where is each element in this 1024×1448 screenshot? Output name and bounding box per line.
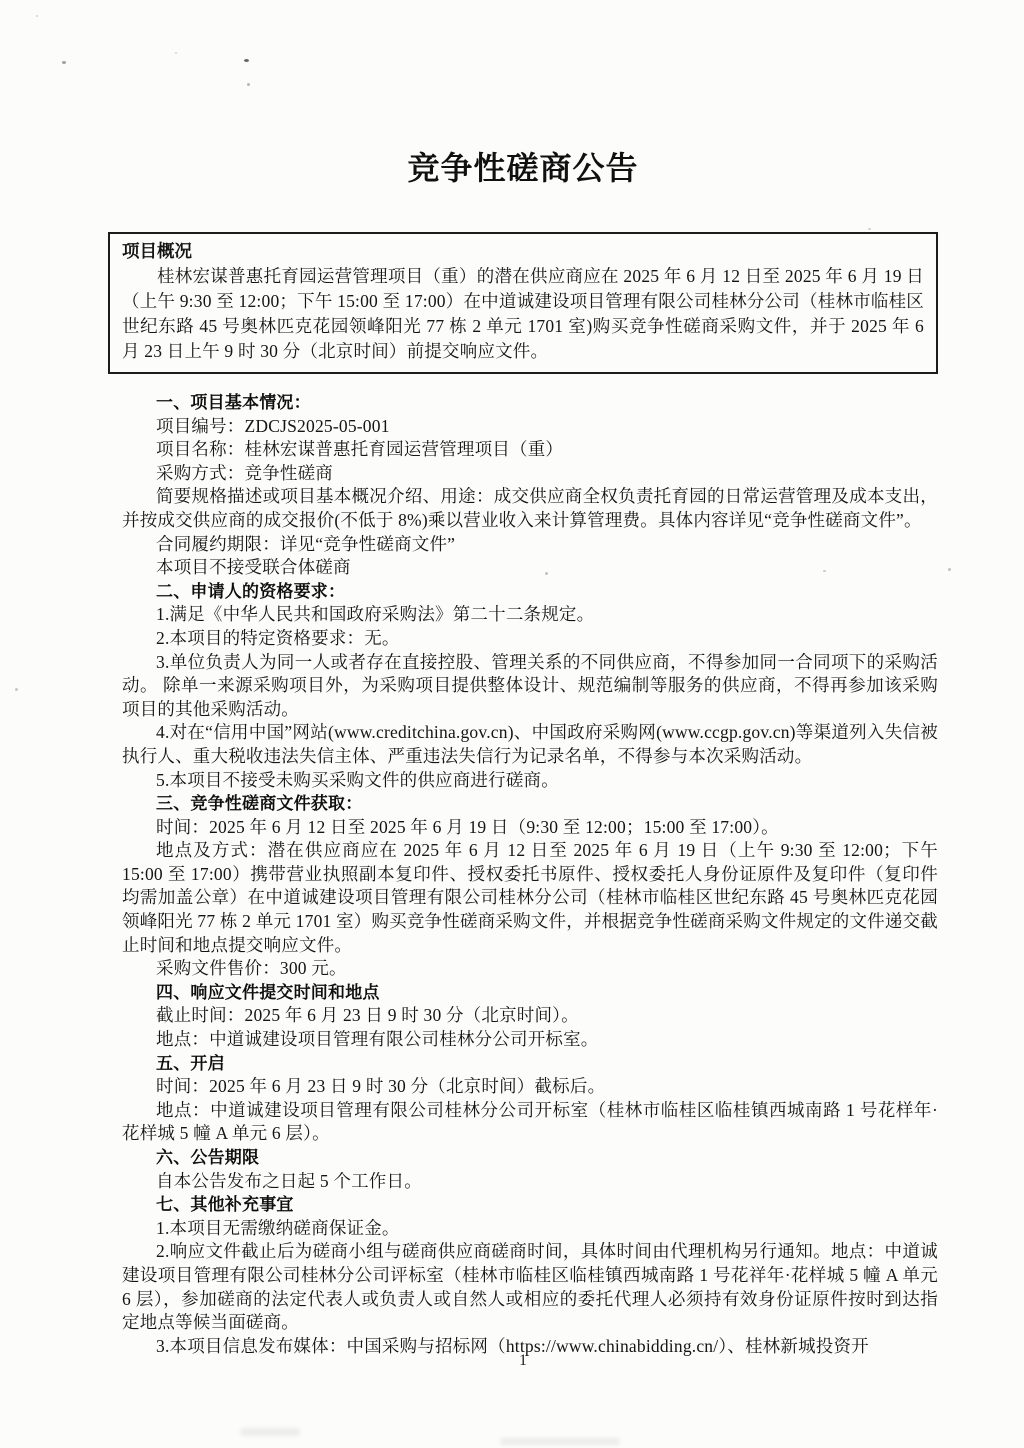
paragraph: 截止时间：2025 年 6 月 23 日 9 时 30 分（北京时间）。	[156, 1005, 579, 1026]
overview-box-paragraph: 桂林宏谋普惠托育园运营管理项目（重）的潜在供应商应在 2025 年 6 月 12 日至 2025 年 6 月 19 日（上午 9:30 至 12:00；下午 15:00 至 17:00）在中道诚建设项目管理有限公司桂林分公司（桂林市临桂区世纪东路 45 号奥林匹克花园领峰阳光 77 栋 2 单元 1701 室)购买竞争性磋商采购文件，并于 2025 年 6 月 23 日上午 9 时 30 分（北京时间）前提交响应文件。	[122, 266, 924, 361]
page-number: 1	[519, 1352, 527, 1369]
section-heading-4: 四、响应文件提交时间和地点	[156, 982, 380, 1002]
section-heading-3: 三、竞争性磋商文件获取：	[156, 794, 363, 814]
scan-smudge	[500, 1438, 620, 1445]
paragraph: 自本公告发布之日起 5 个工作日。	[156, 1170, 422, 1191]
section-heading-6: 六、公告期限	[156, 1148, 260, 1167]
paragraph: 2.本项目的特定资格要求：无。	[156, 627, 400, 648]
paragraph: 时间：2025 年 6 月 12 日至 2025 年 6 月 19 日（9:30 至 12:00；15:00 至 17:00）。	[156, 816, 779, 837]
scan-speck	[36, 15, 38, 17]
project-overview-box	[108, 232, 938, 374]
paragraph: 合同履约期限：详见“竞争性磋商文件”	[156, 533, 456, 554]
scan-speck	[62, 61, 66, 64]
paragraph: 地点：中道诚建设项目管理有限公司桂林分公司开标室（桂林市临桂区临桂镇西城南路 1 号花样年·花样城 5 幢 A 单元 6 层）。	[122, 1099, 938, 1144]
paragraph: 3.本项目信息发布媒体：中国采购与招标网（https://www.chinabidding.cn/）、桂林新城投资开	[156, 1335, 869, 1356]
document-body	[122, 391, 938, 1358]
paragraph: 项目编号：ZDCJS2025-05-001	[156, 415, 390, 436]
section-heading-1: 一、项目基本情况：	[156, 393, 311, 412]
section-heading-2: 二、申请人的资格要求：	[156, 581, 346, 601]
section-heading-5: 五、开启	[156, 1053, 225, 1073]
paragraph: 地点：中道诚建设项目管理有限公司桂林分公司开标室。	[156, 1029, 599, 1050]
paragraph: 3.单位负责人为同一人或者存在直接控股、管理关系的不同供应商，不得参加同一合同项下的采购活动。 除单一来源采购项目外，为采购项目提供整体设计、规范编制等服务的供应商，不得再参加该采购项目的其他采购活动。	[122, 651, 938, 719]
paragraph: 时间：2025 年 6 月 23 日 9 时 30 分（北京时间）截标后。	[156, 1076, 606, 1097]
scan-smudge	[240, 1428, 300, 1436]
paragraph: 本项目不接受联合体磋商	[156, 557, 351, 578]
paragraph: 采购文件售价：300 元。	[156, 958, 347, 979]
paragraph: 采购方式：竞争性磋商	[156, 462, 333, 483]
paragraph: 1.本项目无需缴纳磋商保证金。	[156, 1217, 400, 1238]
paragraph: 4.对在“信用中国”网站(www.creditchina.gov.cn)、中国政府采购网(www.ccgp.gov.cn)等渠道列入失信被执行人、重大税收违法失信主体、严重违法失信行为记录名单，不得参与本次采购活动。	[122, 722, 938, 766]
paragraph: 项目名称：桂林宏谋普惠托育园运营管理项目（重）	[156, 439, 564, 460]
scan-speck	[15, 688, 18, 691]
page-title: 竞争性磋商公告	[407, 150, 639, 186]
section-heading-7: 七、其他补充事宜	[156, 1195, 294, 1215]
paragraph: 5.本项目不接受未购买采购文件的供应商进行磋商。	[156, 769, 559, 790]
paragraph: 地点及方式：潜在供应商应在 2025 年 6 月 12 日至 2025 年 6 月 19 日（上午 9:30 至 12:00；下午 15:00 至 17:00）携带营业执照副本复印件、授权委托书原件、授权委托人身份证原件及复印件（复印件均需加盖公章）在中道诚建设项目管理有限公司桂林分公司（桂林市临桂区世纪东路 45 号奥林匹克花园领峰阳光 77 栋 2 单元 1701 室）购买竞争性磋商采购文件，并根据竞争性磋商采购文件规定的文件递交截止时间和地点提交响应文件。	[122, 840, 938, 955]
document-content	[108, 0, 938, 1358]
paragraph: 简要规格描述或项目基本概况介绍、用途：成交供应商全权负责托育园的日常运营管理及成本支出，并按成交供应商的成交报价(不低于 8%)乘以营业收入来计算管理费。具体内容详见“竞争性磋商文件”。	[122, 486, 938, 530]
overview-box-label: 项目概况	[122, 241, 192, 261]
paragraph: 1.满足《中华人民共和国政府采购法》第二十二条规定。	[156, 604, 595, 625]
paragraph: 2.响应文件截止后为磋商小组与磋商供应商磋商时间，具体时间由代理机构另行通知。地点：中道诚建设项目管理有限公司桂林分公司评标室（桂林市临桂区临桂镇西城南路 1 号花祥年·花样城 5 幢 A 单元 6 层），参加磋商的法定代表人或负责人或自然人或相应的委托代理人必须持有效身份证原件按时到达指定地点等候当面磋商。	[122, 1241, 938, 1333]
scan-speck	[948, 568, 951, 571]
